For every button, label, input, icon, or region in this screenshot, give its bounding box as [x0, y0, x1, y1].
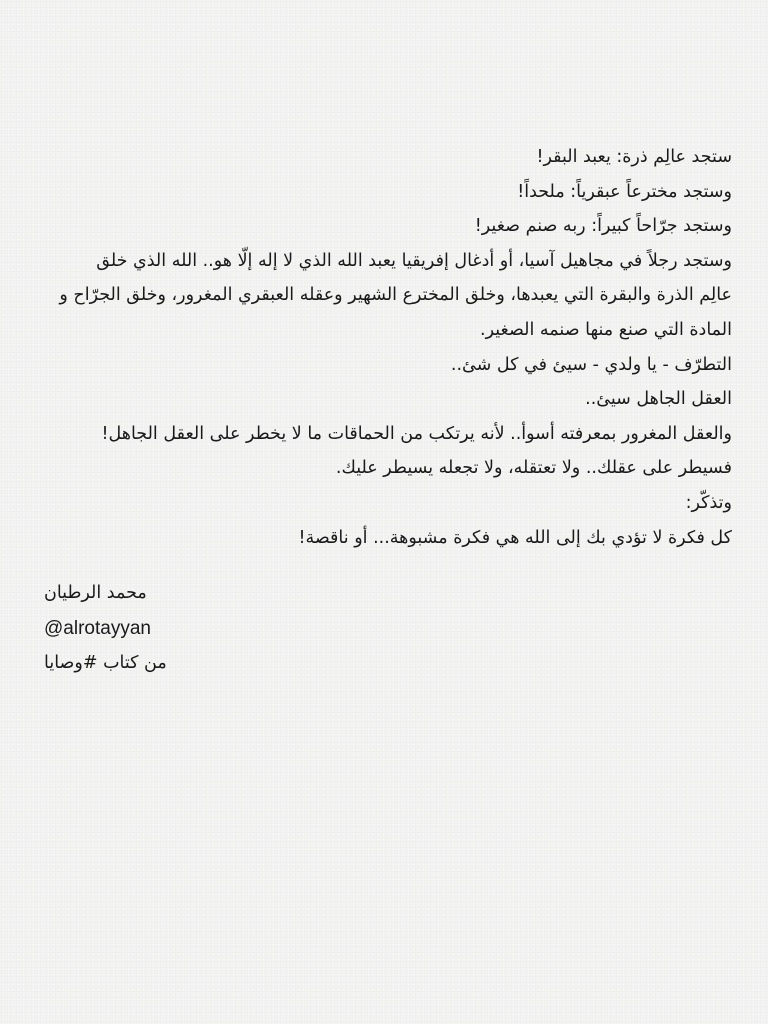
note-body: [24, 140, 732, 555]
note-line: العقل الجاهل سيئ..: [585, 389, 732, 410]
note-line: عالِم الذرة والبقرة التي يعبدها، وخلق المخترع الشهير وعقله العبقري المغرور، وخلق الجرّاح و: [59, 285, 732, 306]
note-line: وستجد مخترعاً عبقرياً: ملحداً!: [517, 181, 732, 202]
note-line: كل فكرة لا تؤدي بك إلى الله هي فكرة مشبوهة... أو ناقصة!: [298, 527, 732, 548]
author-handle: @alrotayyan: [44, 618, 151, 639]
source-book: من كتاب #وصايا: [44, 653, 167, 673]
note-line: وستجد رجلاً في مجاهيل آسيا، أو أدغال إفريقيا يعبد الله الذي لا إله إلّا هو.. الله الذي خلق: [96, 250, 732, 271]
note-line: التطرّف - يا ولدي - سيئ في كل شئ..: [450, 354, 732, 375]
author-name: محمد الرطيان: [44, 583, 147, 603]
signature-block: [44, 576, 344, 681]
note-line: وستجد جرّاحاً كبيراً: ربه صنم صغير!: [474, 216, 732, 237]
note-line: المادة التي صنع منها صنمه الصغير.: [480, 319, 732, 340]
note-line: ستجد عالِم ذرة: يعبد البقر!: [536, 147, 732, 167]
note-line: وتذكّر:: [685, 492, 732, 513]
note-line: فسيطر على عقلك.. ولا تعتقله، ولا تجعله يسيطر عليك.: [335, 458, 732, 479]
note-line: والعقل المغرور بمعرفته أسوأ.. لأنه يرتكب من الحماقات ما لا يخطر على العقل الجاهل!: [101, 423, 732, 444]
